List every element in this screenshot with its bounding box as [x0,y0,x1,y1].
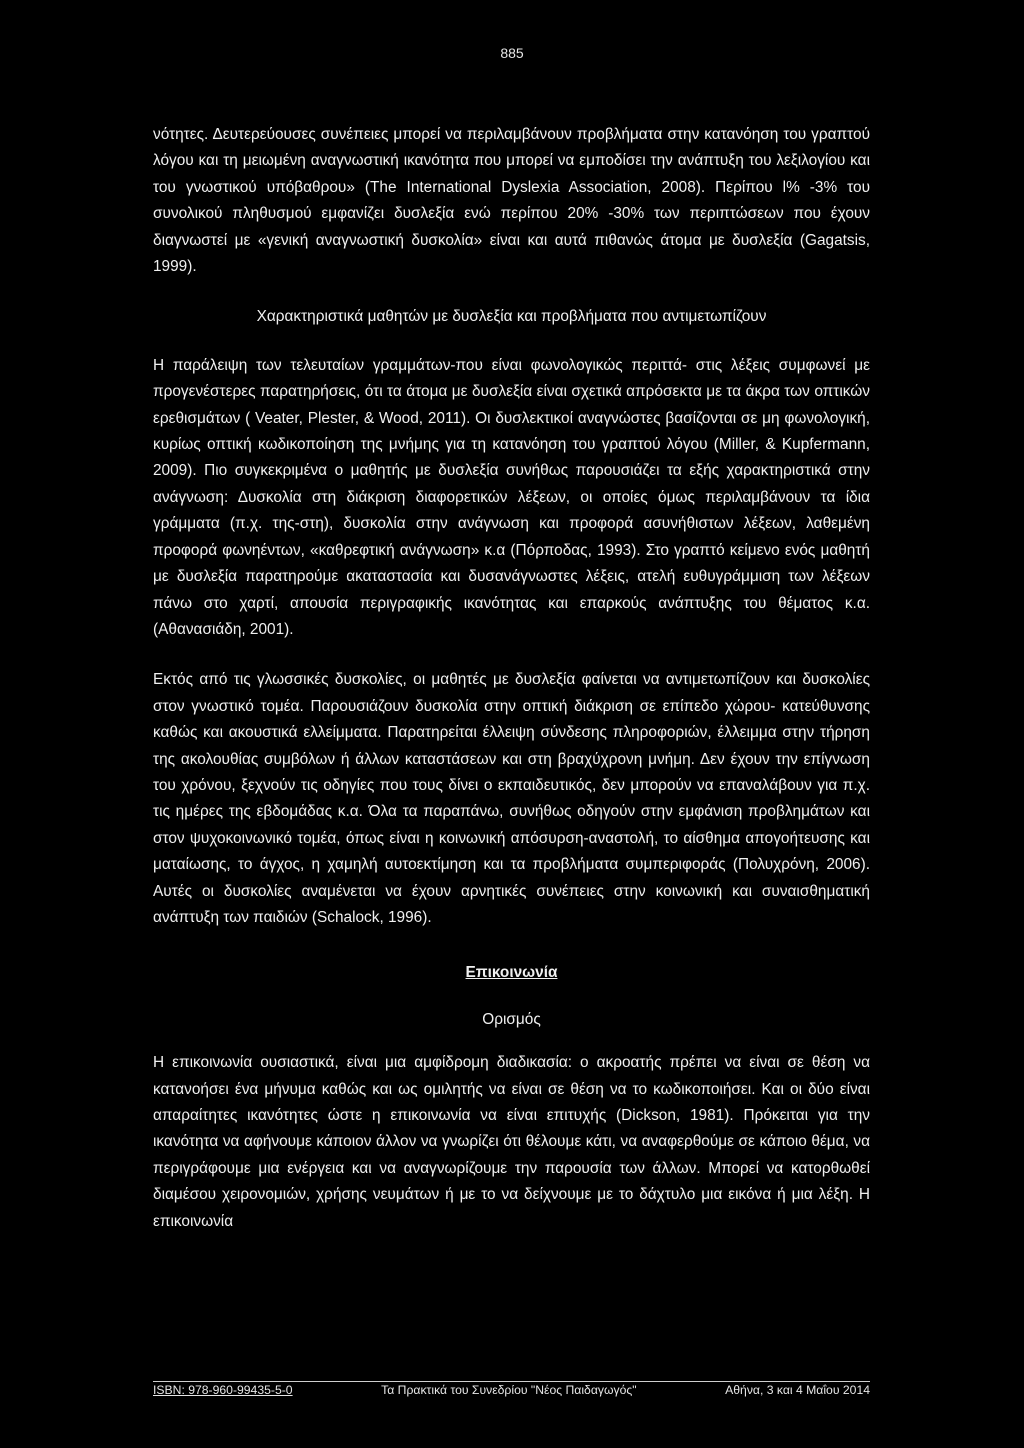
paragraph-reading-characteristics: Η παράλειψη των τελευταίων γραμμάτων-που είναι φωνολογικώς περιττά- στις λέξεις συμφωνεί με προγενέστερες παρατηρήσεις, ότι τα άτομα με δυσλεξία είναι σχετικά απρόσεκτα με τα άκρα των οπτικών ερεθισμάτων ( Veater, Plester, & Wood, 2011). Οι δυσλεκτικοί αναγνώστες βασίζονται σε μη φωνολογική, κυρίως οπτική κωδικοποίηση της μνήμης για τη κατανόηση του γραπτού λόγου (Miller, & Kupfermann, 2009). Πιο συγκεκριμένα ο μαθητής με δυσλεξία συνήθως παρουσιάζει τα εξής χαρακτηριστικά στην ανάγνωση: Δυσκολία στη διάκριση διαφορετικών λέξεων, οι οποίες όμως περιλαμβάνουν τα ίδια γράμματα (π.χ. της-στη), δυσκολία στην ανάγνωση και προφορά ασυνήθιστων λέξεων, λαθεμένη προφορά φωνηέντων, «καθρεφτική ανάγνωση» κ.α (Πόρποδας, 1993). Στο γραπτό κείμενο ενός μαθητή με δυσλεξία παρατηρούμε ακαταστασία και δυσανάγνωστες λέξεις, ατελή ευθυγράμμιση των λέξεων πάνω στο χαρτί, απουσία περιγραφικής ικανότητας και επαρκούς ανάπτυξης του θέματος κ.α. (Αθανασιάδη, 2001). [153,356,870,638]
footer-place-date: Αθήνα, 3 και 4 Μαΐου 2014 [725,1383,870,1397]
page-body [153,122,870,1235]
page-number: 885 [500,45,524,61]
footer-proceedings: Τα Πρακτικά του Συνεδρίου "Νέος Παιδαγωγός" [381,1383,637,1397]
paragraph-dyslexia-consequences: νότητες. Δευτερεύουσες συνέπειες μπορεί να περιλαμβάνουν προβλήματα στην κατανόηση του γραπτού λόγου και τη μειωμένη αναγνωστική ικανότητα που μπορεί να εμποδίσει την ανάπτυξη του λεξιλογίου και του γνωστικού υπόβαθρου» (The International Dyslexia Association, 2008). Περίπου l% -3% του συνολικού πληθυσμού εμφανίζει δυσλεξία ενώ περίπου 20% -30% των περιπτώσεων που έχουν διαγνωστεί με «γενική αναγνωστική δυσκολία» είναι και αυτά πιθανώς άτομα με δυσλεξία (Gagatsis, 1999). [153,126,870,276]
page-footer [153,1381,870,1397]
paragraph-communication-definition: Η επικοινωνία ουσιαστικά, είναι μια αμφίδρομη διαδικασία: ο ακροατής πρέπει να είναι σε θέση να κατανοήσει ένα μήνυμα καθώς και ως ομιλητής να είναι σε θέση να το κωδικοποιήσει. Και οι δύο είναι απαραίτητες ικανότητες ώστε η επικοινωνία να είναι επιτυχής (Dickson, 1981). Πρόκειται για την ικανότητα να αφήνουμε κάποιον άλλον να γνωρίζει ότι θέλουμε κάτι, να αναφερθούμε σε κάποιο θέμα, να περιγράφουμε μια ενέργεια και να αναγνωρίζουμε την παρουσία των άλλων. Μπορεί να κατορθωθεί διαμέσου χειρονομιών, χρήσης νευμάτων ή με το να δείχνουμε με το δάχτυλο μια εικόνα ή μια λέξη. Η επικοινωνία [153,1054,870,1230]
subheading-definition: Ορισμός [482,1010,541,1028]
section-heading-characteristics: Χαρακτηριστικά μαθητών με δυσλεξία και προβλήματα που αντιμετωπίζουν [256,308,767,326]
section-heading-communication: Επικοινωνία [465,964,558,982]
paragraph-cognitive-difficulties: Εκτός από τις γλωσσικές δυσκολίες, οι μαθητές με δυσλεξία φαίνεται να αντιμετωπίζουν και δυσκολίες στον γνωστικό τομέα. Παρουσιάζουν δυσκολία στην οπτική διάκριση σε επίπεδο χώρου- κατεύθυνσης καθώς και ακουστικά ελλείμματα. Παρατηρείται έλλειψη σύνδεσης πληροφοριών, έλλειμμα στην τήρηση της ακολουθίας συμβόλων ή άλλων καταστάσεων και στη βραχύχρονη μνήμη. Δεν έχουν την επίγνωση του χρόνου, ξεχνούν τις οδηγίες που τους δίνει ο εκπαιδευτικός, δεν μπορούν να επαναλάβουν για π.χ. τις ημέρες της εβδομάδας κ.α. Όλα τα παραπάνω, συνήθως οδηγούν στην εμφάνιση προβλημάτων και στον ψυχοκοινωνικό τομέα, όπως είναι η κοινωνική απόσυρση-αναστολή, το αίσθημα απογοήτευσης και ματαίωσης, το άγχος, η χαμηλή αυτοεκτίμηση και τα προβλήματα συμπεριφοράς (Πολυχρόνη, 2006). Αυτές οι δυσκολίες αναμένεται να έχουν αρνητικές συνέπειες στην κοινωνική και συναισθηματική ανάπτυξη των παιδιών (Schalock, 1996). [153,671,870,926]
footer-isbn: ISBN: 978-960-99435-5-0 [153,1383,293,1397]
